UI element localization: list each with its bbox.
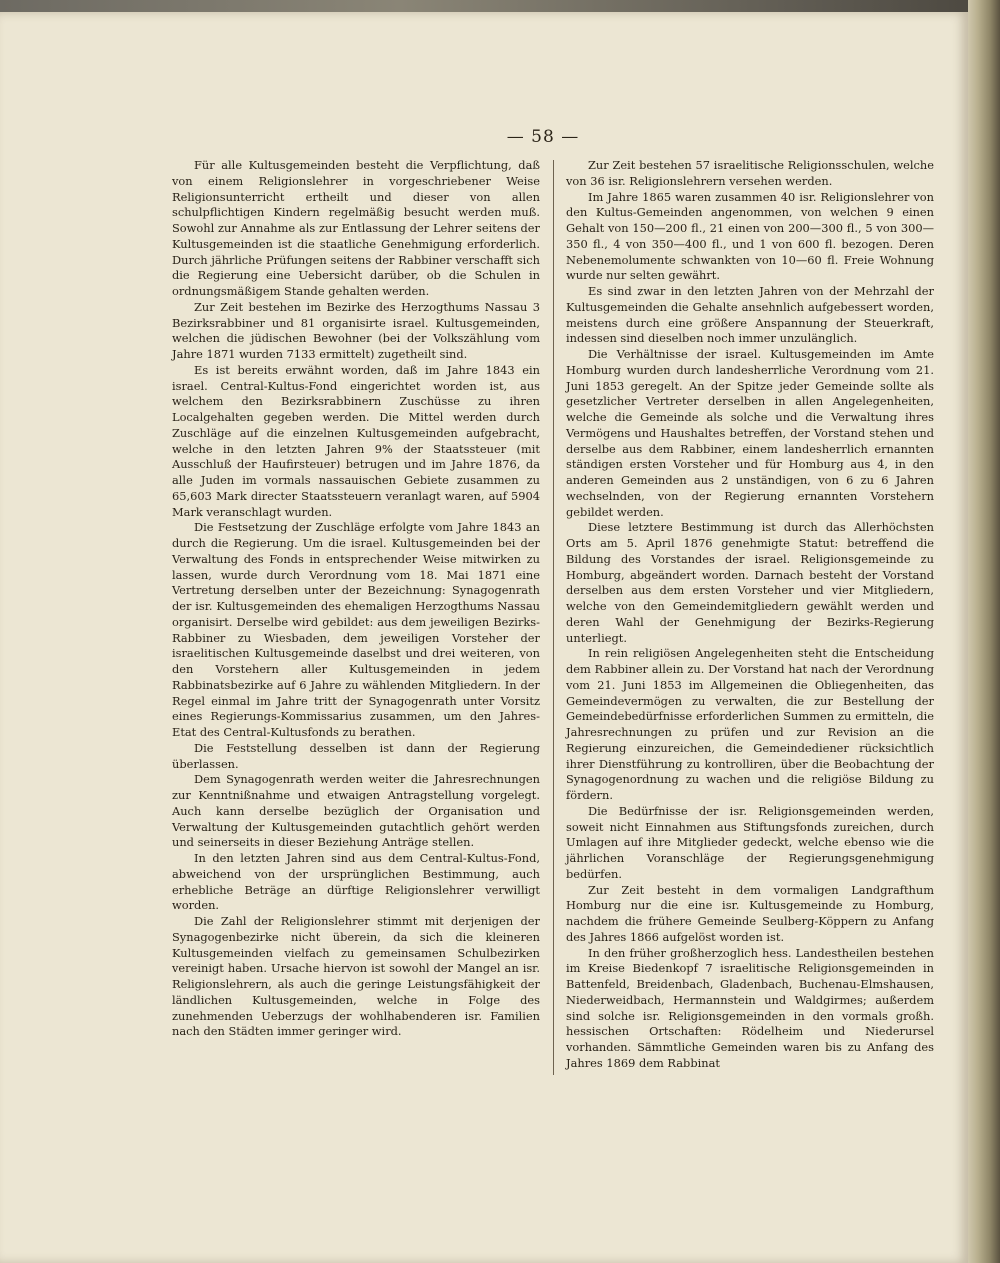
paragraph: Dem Synagogenrath werden weiter die Jahresrechnungen zur Kenntnißnahme und etwaigen Antragstellung vorgelegt. Auch kann derselbe bezüglich der Organisation und Verwaltung der Kultusgemeinden gutachtlich gehört werden und seinerseits in dieser Beziehung Anträge stellen. bbox=[172, 772, 540, 850]
left-text-column bbox=[172, 158, 540, 1040]
paragraph: Die Verhältnisse der israel. Kultusgemeinden im Amte Homburg wurden durch landesherrliche Verordnung vom 21. Juni 1853 geregelt. An der Spitze jeder Gemeinde sollte als gesetzlicher Vertreter derselben in allen Angelegenheiten, welche die Gemeinde als solche und die Verwaltung ihres Vermögens und Haushaltes betreffen, der Vorstand stehen und derselbe aus dem Rabbiner, einem landesherrlich ernannten ständigen ersten Vorsteher und für Homburg aus 4, in den anderen Gemeinden aus 2 unständigen, von 6 zu 6 Jahren wechselnden, von der Regierung ernannten Vorstehern gebildet werden. bbox=[566, 347, 934, 519]
paragraph: Die Festsetzung der Zuschläge erfolgte vom Jahre 1843 an durch die Regierung. Um die israel. Kultusgemeinden bei der Verwaltung des Fonds in entsprechender Weise mitwirken zu lassen, wurde durch Verordnung vom 18. Mai 1871 eine Vertretung derselben unter der Bezeichnung: Synagogenrath der isr. Kultusgemeinden des ehemaligen Herzogthums Nassau organisirt. Derselbe wird gebildet: aus dem jeweiligen Bezirks-Rabbiner zu Wiesbaden, dem jeweiligen Vorsteher der israelitischen Kultusgemeinde daselbst und drei weiteren, von den Vorstehern aller Kultusgemeinden in jedem Rabbinatsbezirke auf 6 Jahre zu wählenden Mitgliedern. In der Regel einmal im Jahre tritt der Synagogenrath unter Vorsitz eines Regierungs-Kommissarius zusammen, um den Jahres-Etat des Central-Kultusfonds zu berathen. bbox=[172, 520, 540, 739]
paragraph: Die Bedürfnisse der isr. Religionsgemeinden werden, soweit nicht Einnahmen aus Stiftungsfonds zureichen, durch Umlagen auf ihre Mitglieder gedeckt, welche ebenso wie die jährlichen Voranschläge der Regierungsgenehmigung bedürfen. bbox=[566, 803, 934, 881]
paragraph: Für alle Kultusgemeinden besteht die Verpflichtung, daß von einem Religionslehrer in vorgeschriebener Weise Religionsunterricht ertheilt und dieser von allen schulpflichtigen Kindern regelmäßig besucht werden muß. Sowohl zur Annahme als zur Entlassung der Lehrer seitens der Kultusgemeinden ist die staatliche Genehmigung erforderlich. Durch jährliche Prüfungen seitens der Rabbiner verschafft sich die Regierung eine Uebersicht darüber, ob die Schulen in ordnungsmäßigem Stande gehalten werden. bbox=[172, 158, 540, 298]
paragraph: Im Jahre 1865 waren zusammen 40 isr. Religionslehrer von den Kultus-Gemeinden angenommen, von welchen 9 einen Gehalt von 150—200 fl., 21 einen von 200—300 fl., 5 von 300—350 fl., 4 von 350—400 fl., und 1 von 600 fl. bezogen. Deren Nebenemolumente schwankten von 10—60 fl. Freie Wohnung wurde nur selten gewährt. bbox=[566, 189, 934, 283]
paragraph: Die Feststellung desselben ist dann der Regierung überlassen. bbox=[172, 740, 540, 771]
paragraph: In rein religiösen Angelegenheiten steht die Entscheidung dem Rabbiner allein zu. Der Vorstand hat nach der Verordnung vom 21. Juni 1853 im Allgemeinen die Obliegenheiten, das Gemeindevermögen zu verwalten, die zur Bestellung der Gemeindebedürfnisse erforderlichen Summen zu ermitteln, die Jahresrechnungen zu prüfen und zur Revision an die Regierung einzureichen, die Gemeindediener rücksichtlich ihrer Dienstführung zu kontrolliren, über die Beobachtung der Synagogenordnung zu wachen und die religiöse Bildung zu fördern. bbox=[566, 646, 934, 802]
page-number: — 58 — bbox=[506, 127, 580, 147]
paragraph: Es sind zwar in den letzten Jahren von der Mehrzahl der Kultusgemeinden die Gehalte ansehnlich aufgebessert worden, meistens durch eine größere Anspannung der Steuerkraft, indessen sind dieselben noch immer unzulänglich. bbox=[566, 284, 934, 346]
paragraph: Die Zahl der Religionslehrer stimmt mit derjenigen der Synagogenbezirke nicht überein, da sich die kleineren Kultusgemeinden vielfach zu gemeinsamen Schulbezirken vereinigt haben. Ursache hiervon ist sowohl der Mangel an isr. Religionslehrern, als auch die geringe Leistungsfähigkeit der ländlichen Kultusgemeinden, welche in Folge des zunehmenden Ueberzugs der wohlhabenderen isr. Familien nach den Städten immer geringer wird. bbox=[172, 914, 540, 1039]
paragraph: Zur Zeit bestehen 57 israelitische Religionsschulen, welche von 36 isr. Religionslehrern versehen werden. bbox=[566, 158, 934, 188]
paragraph: Zur Zeit bestehen im Bezirke des Herzogthums Nassau 3 Bezirksrabbiner und 81 organisirte israel. Kultusgemeinden, welchen die jüdischen Bewohner (bei der Volkszählung vom Jahre 1871 wurden 7133 ermittelt) zugetheilt sind. bbox=[172, 299, 540, 361]
book-page-edge bbox=[968, 0, 1000, 1263]
paragraph: Diese letztere Bestimmung ist durch das Allerhöchsten Orts am 5. April 1876 genehmigte Statut: betreffend die Bildung des Vorstandes der israel. Religionsgemeinde zu Homburg, abgeändert worden. Darnach besteht der Vorstand derselben aus dem ersten Vorsteher und vier Mitgliedern, welche von den Gemeindemitgliedern gewählt werden und deren Wahl der Genehmigung der Bezirks-Regierung unterliegt. bbox=[566, 520, 934, 645]
paragraph: In den letzten Jahren sind aus dem Central-Kultus-Fond, abweichend von der ursprünglichen Bestimmung, auch erhebliche Beträge an dürftige Religionslehrer verwilligt worden. bbox=[172, 851, 540, 913]
paragraph: Zur Zeit besteht in dem vormaligen Landgrafthum Homburg nur die eine isr. Kultusgemeinde zu Homburg, nachdem die frühere Gemeinde Seulberg-Köppern zu Anfang des Jahres 1866 aufgelöst worden ist. bbox=[566, 882, 934, 944]
right-text-column bbox=[566, 158, 934, 1072]
paragraph: Es ist bereits erwähnt worden, daß im Jahre 1843 ein israel. Central-Kultus-Fond eingerichtet worden ist, aus welchem den Bezirksrabbinern Zuschüsse zu ihren Localgehalten gegeben werden. Die Mittel werden durch Zuschläge auf die einzelnen Kultusgemeinden aufgebracht, welche in den letzten Jahren 9% der Staatssteuer (mit Ausschluß der Haufirsteuer) betrugen und im Jahre 1876, da alle Juden im vormals nassauischen Gebiete zusammen zu 65,603 Mark directer Staatssteuern veranlagt waren, auf 5904 Mark veranschlagt wurden. bbox=[172, 362, 540, 519]
column-divider bbox=[553, 160, 554, 1075]
paragraph: In den früher großherzoglich hess. Landestheilen bestehen im Kreise Biedenkopf 7 israelitische Religionsgemeinden in Battenfeld, Breidenbach, Gladenbach, Buchenau-Elmshausen, Niederweidbach, Hermannstein und Waldgirmes; außerdem sind solche isr. Religionsgemeinden in den vormals großh. hessischen Ortschaften: Rödelheim und Niederursel vorhanden. Sämmtliche Gemeinden waren bis zu Anfang des Jahres 1869 dem Rabbinat bbox=[566, 945, 934, 1070]
